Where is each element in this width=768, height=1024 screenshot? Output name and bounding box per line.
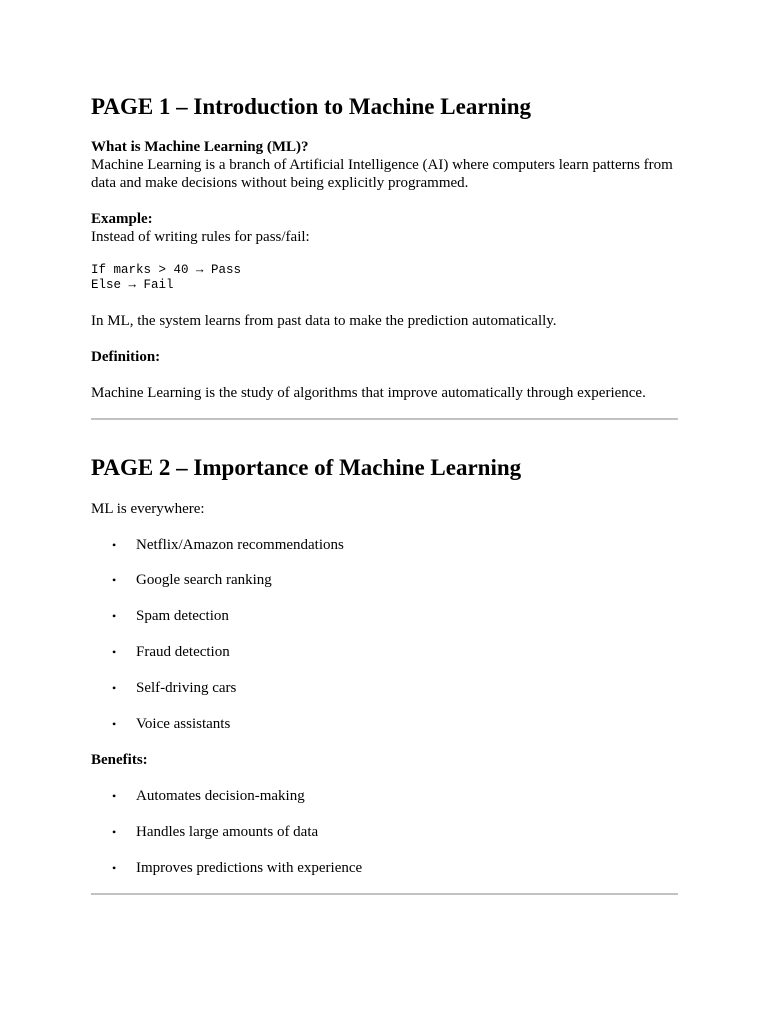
code-line-2: Else → Fail bbox=[91, 278, 174, 292]
bullet-icon: • bbox=[112, 717, 117, 731]
bullet-icon: • bbox=[112, 825, 117, 839]
list-item-text: Automates decision-making bbox=[136, 788, 305, 804]
definition-text: Machine Learning is the study of algorithms that improve automatically through experience. bbox=[91, 385, 646, 401]
code-line-1: If marks > 40 → Pass bbox=[91, 263, 242, 277]
list-item-text: Spam detection bbox=[136, 608, 229, 624]
list-item-text: Netflix/Amazon recommendations bbox=[136, 537, 344, 553]
list-item-text: Fraud detection bbox=[136, 644, 230, 660]
list-item-text: Improves predictions with experience bbox=[136, 860, 363, 876]
definition-label: Definition: bbox=[91, 349, 161, 365]
list-item-text: Self-driving cars bbox=[136, 680, 237, 696]
bullet-icon: • bbox=[112, 609, 117, 623]
list-item-text: Google search ranking bbox=[136, 572, 272, 588]
page2-heading: PAGE 2 – Importance of Machine Learning bbox=[91, 455, 522, 480]
example-text: Instead of writing rules for pass/fail: bbox=[91, 229, 310, 245]
intro-line-2: data and make decisions without being explicitly programmed. bbox=[91, 175, 469, 191]
bullet-icon: • bbox=[112, 645, 117, 659]
example-label: Example: bbox=[91, 211, 153, 227]
bullet-icon: • bbox=[112, 681, 117, 695]
ml-learns-text: In ML, the system learns from past data to make the prediction automatically. bbox=[91, 313, 557, 329]
ml-question: What is Machine Learning (ML)? bbox=[91, 139, 309, 155]
benefits-label: Benefits: bbox=[91, 752, 148, 768]
bullet-icon: • bbox=[112, 789, 117, 803]
everywhere-text: ML is everywhere: bbox=[91, 501, 205, 517]
page1-heading: PAGE 1 – Introduction to Machine Learning bbox=[91, 94, 531, 119]
intro-line-1: Machine Learning is a branch of Artificial Intelligence (AI) where computers learn patterns from bbox=[91, 157, 673, 173]
bullet-icon: • bbox=[112, 861, 117, 875]
list-item-text: Voice assistants bbox=[136, 716, 231, 732]
list-item-text: Handles large amounts of data bbox=[136, 824, 319, 840]
bullet-icon: • bbox=[112, 538, 117, 552]
section-divider bbox=[91, 893, 678, 895]
section-divider bbox=[91, 418, 678, 420]
bullet-icon: • bbox=[112, 573, 117, 587]
